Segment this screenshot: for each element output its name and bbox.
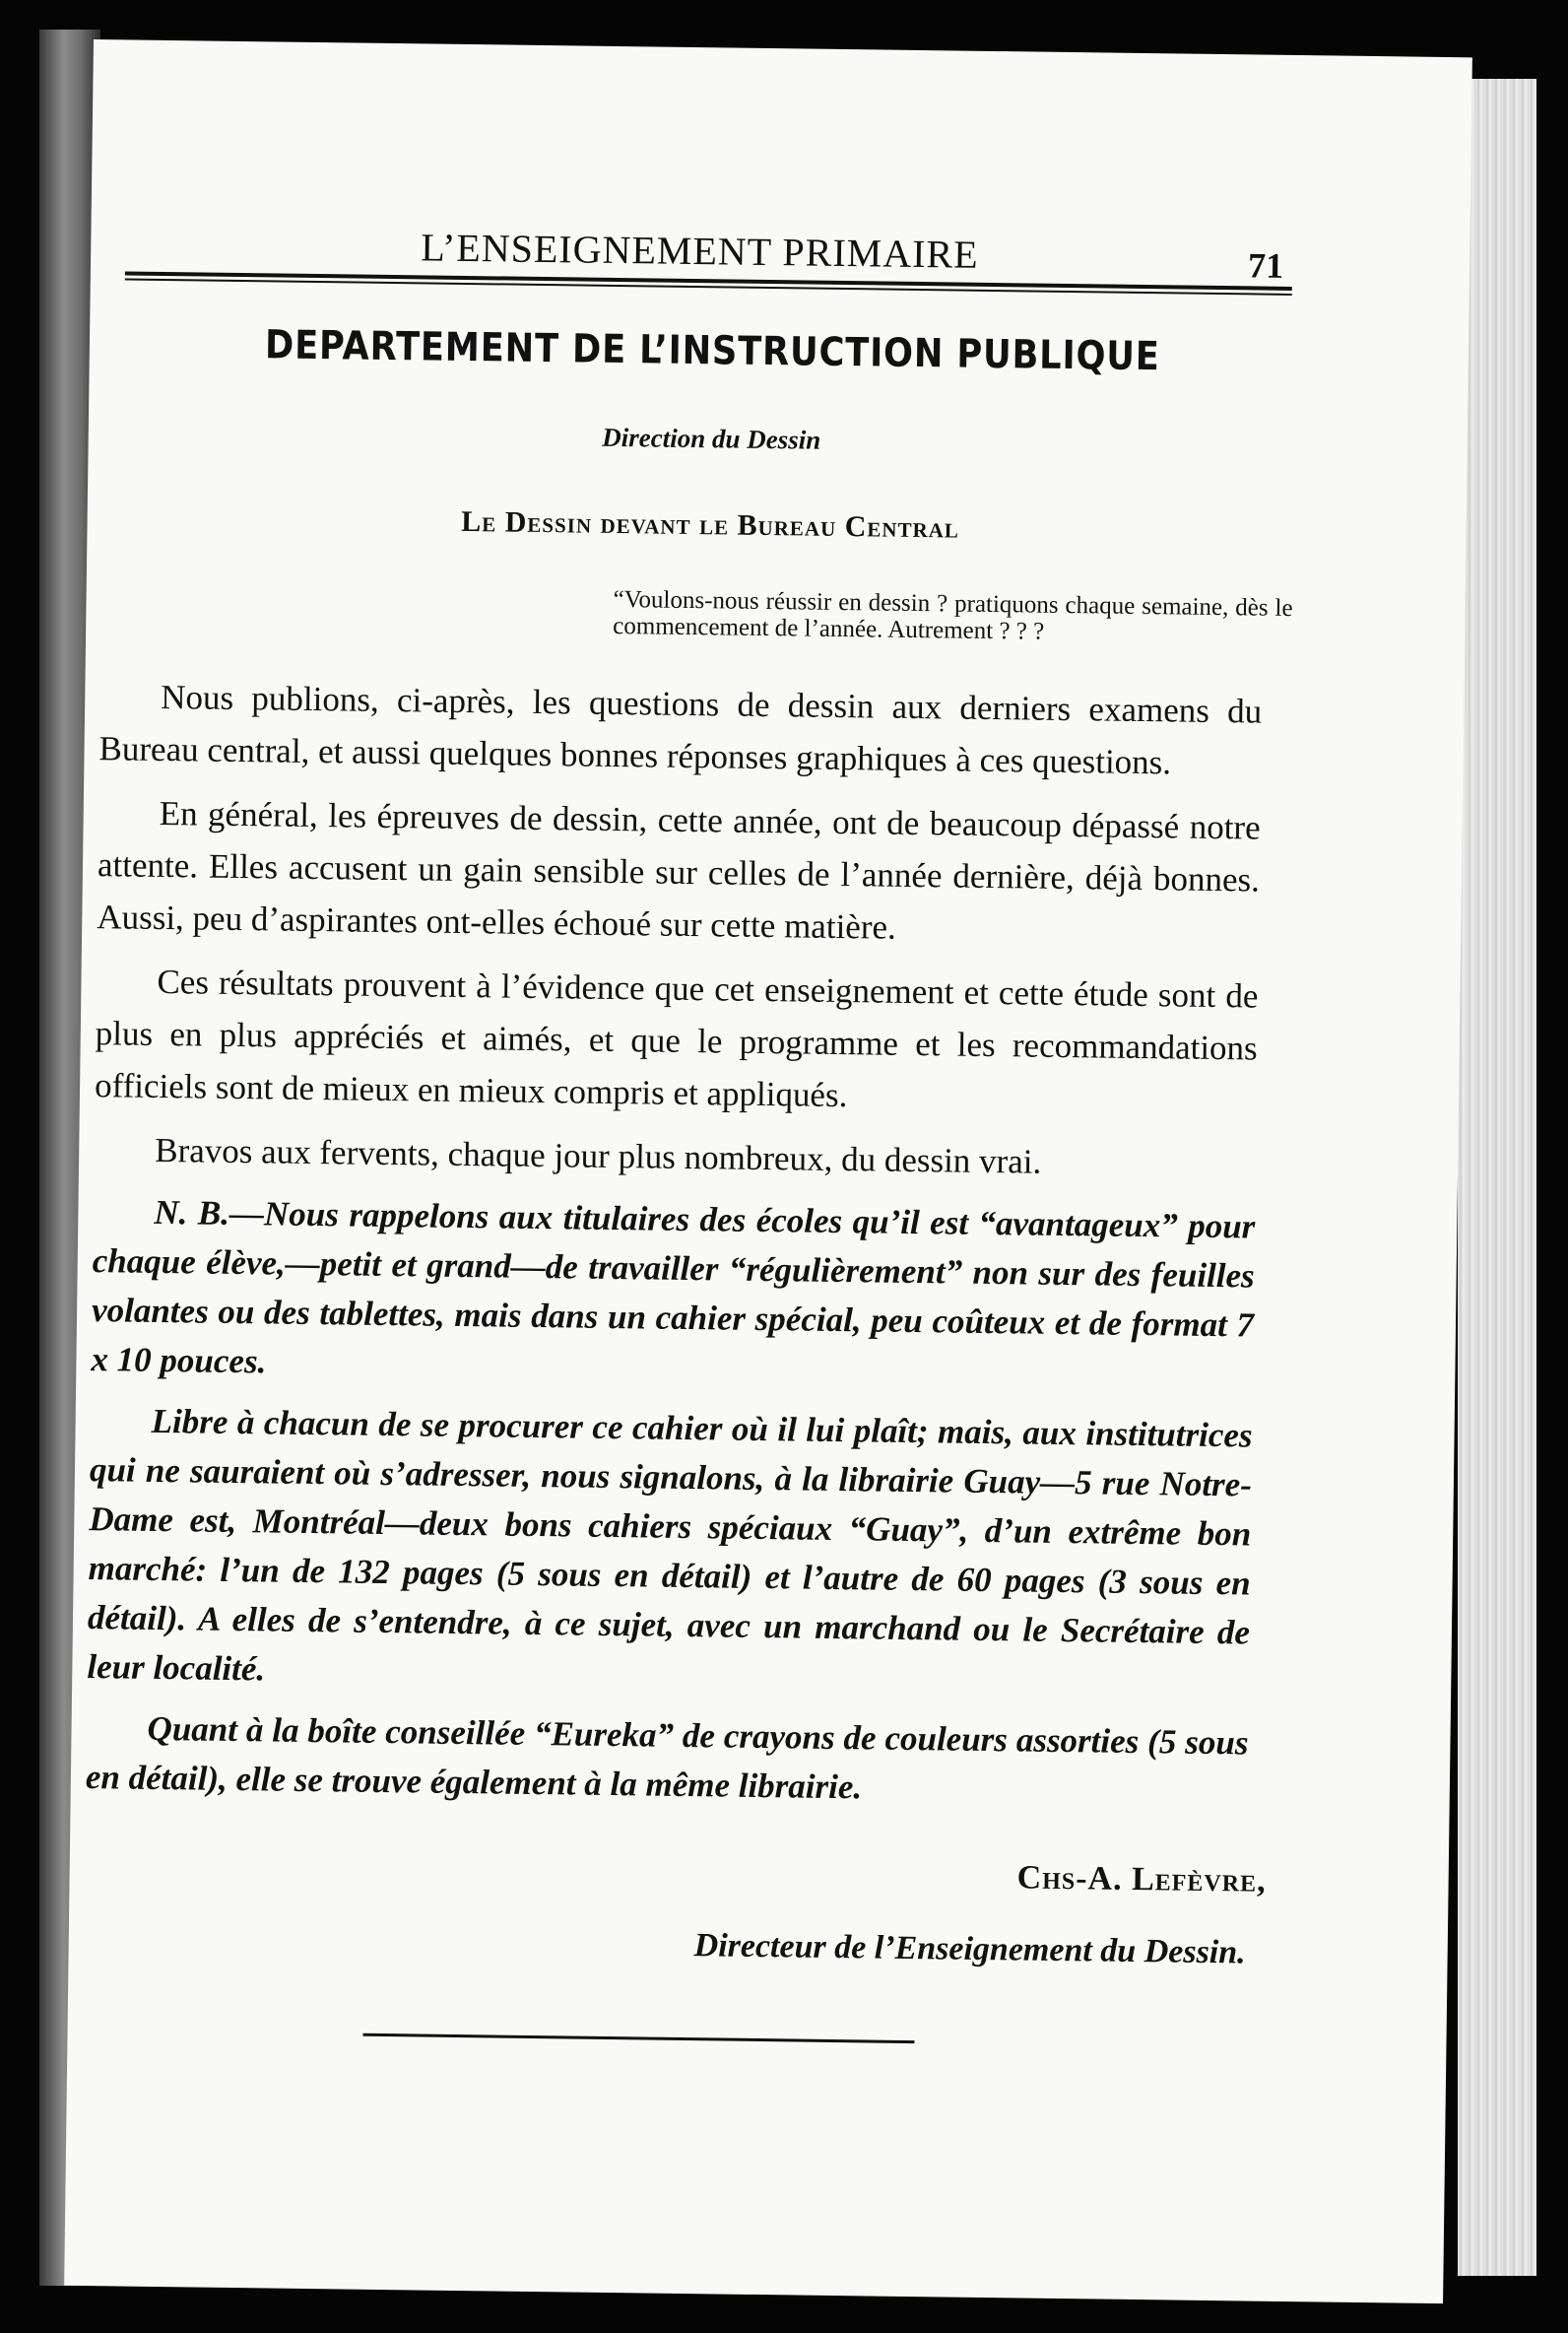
page-edges bbox=[1458, 79, 1536, 2276]
paragraph-3: Ces résultats prouvent à l’évidence que cet enseignement et cette étude sont de plus en plus appréciés et aimés, et que le programme et les recommandations officiels sont de mieux en mieux compris et appliqués. bbox=[94, 962, 1259, 1115]
running-title: L’ENSEIGNEMENT PRIMAIRE bbox=[420, 225, 979, 277]
paragraph-2: En général, les épreuves de dessin, cette année, ont de beaucoup dépassé notre attente. Elles accusent un gain sensible sur celles de l’année dernière, déjà bonnes. Aussi, peu d’aspirantes ont-elles échoué sur cette matière. bbox=[97, 793, 1261, 947]
signature-title: Directeur de l’Enseignement du Dessin. bbox=[693, 1927, 1246, 1971]
book-page bbox=[64, 39, 1472, 2303]
closing-rule bbox=[362, 2033, 914, 2043]
signature-name: Chs-A. Lefèvre, bbox=[1016, 1859, 1267, 1900]
note-paragraph-2: Libre à chacun de se procurer ce cahier où il lui plaît; mais, aux institutrices qui ne sauraient où s’adresser, nous signalons, à la librairie Guay—5 rue Notre-Dame est, Montréal—deux bons cahiers spéciaux “Guay”, d’un extrême bon marché: l’un de 132 pages (5 sous en détail) et l’autre de 60 pages (3 sous en détail). A elles de s’entendre, à ce sujet, avec un marchand ou le Secrétaire de leur localité. bbox=[87, 1401, 1253, 1689]
paragraph-4: Bravos aux fervents, chaque jour plus nombreux, du dessin vrai. bbox=[154, 1130, 1042, 1181]
nb-note: N. B.—Nous rappelons aux titulaires des écoles qu’il est “avantageux” pour chaque élève,—petit et grand—de travailler “régulièrement” non sur des feuilles volantes ou des tablettes, mais dans un cahier spécial, peu coûteux et de format 7 x 10 pouces. bbox=[91, 1192, 1256, 1381]
article-body bbox=[85, 670, 1262, 1829]
department-title: DEPARTEMENT DE L’INSTRUCTION PUBLIQUE bbox=[264, 322, 1160, 380]
note-paragraph-3: Quant à la boîte conseillée “Eureka” de crayons de couleurs assorties (5 sous en détail), elle se trouve également à la même librairie. bbox=[85, 1708, 1249, 1807]
paragraph-1: Nous publions, ci-après, les questions de dessin aux derniers examens du Bureau central, et aussi quelques bonnes réponses graphiques à ces questions. bbox=[98, 677, 1263, 782]
epigraph-quote: “Voulons-nous réussir en dessin ? pratiquons chaque semaine, dès le commencement de l’année. Autrement ? ? ? bbox=[613, 585, 1293, 645]
page-number: 71 bbox=[1247, 245, 1284, 286]
section-heading: Le Dessin devant le Bureau Central bbox=[461, 504, 960, 545]
direction-subtitle: Direction du Dessin bbox=[602, 422, 821, 455]
